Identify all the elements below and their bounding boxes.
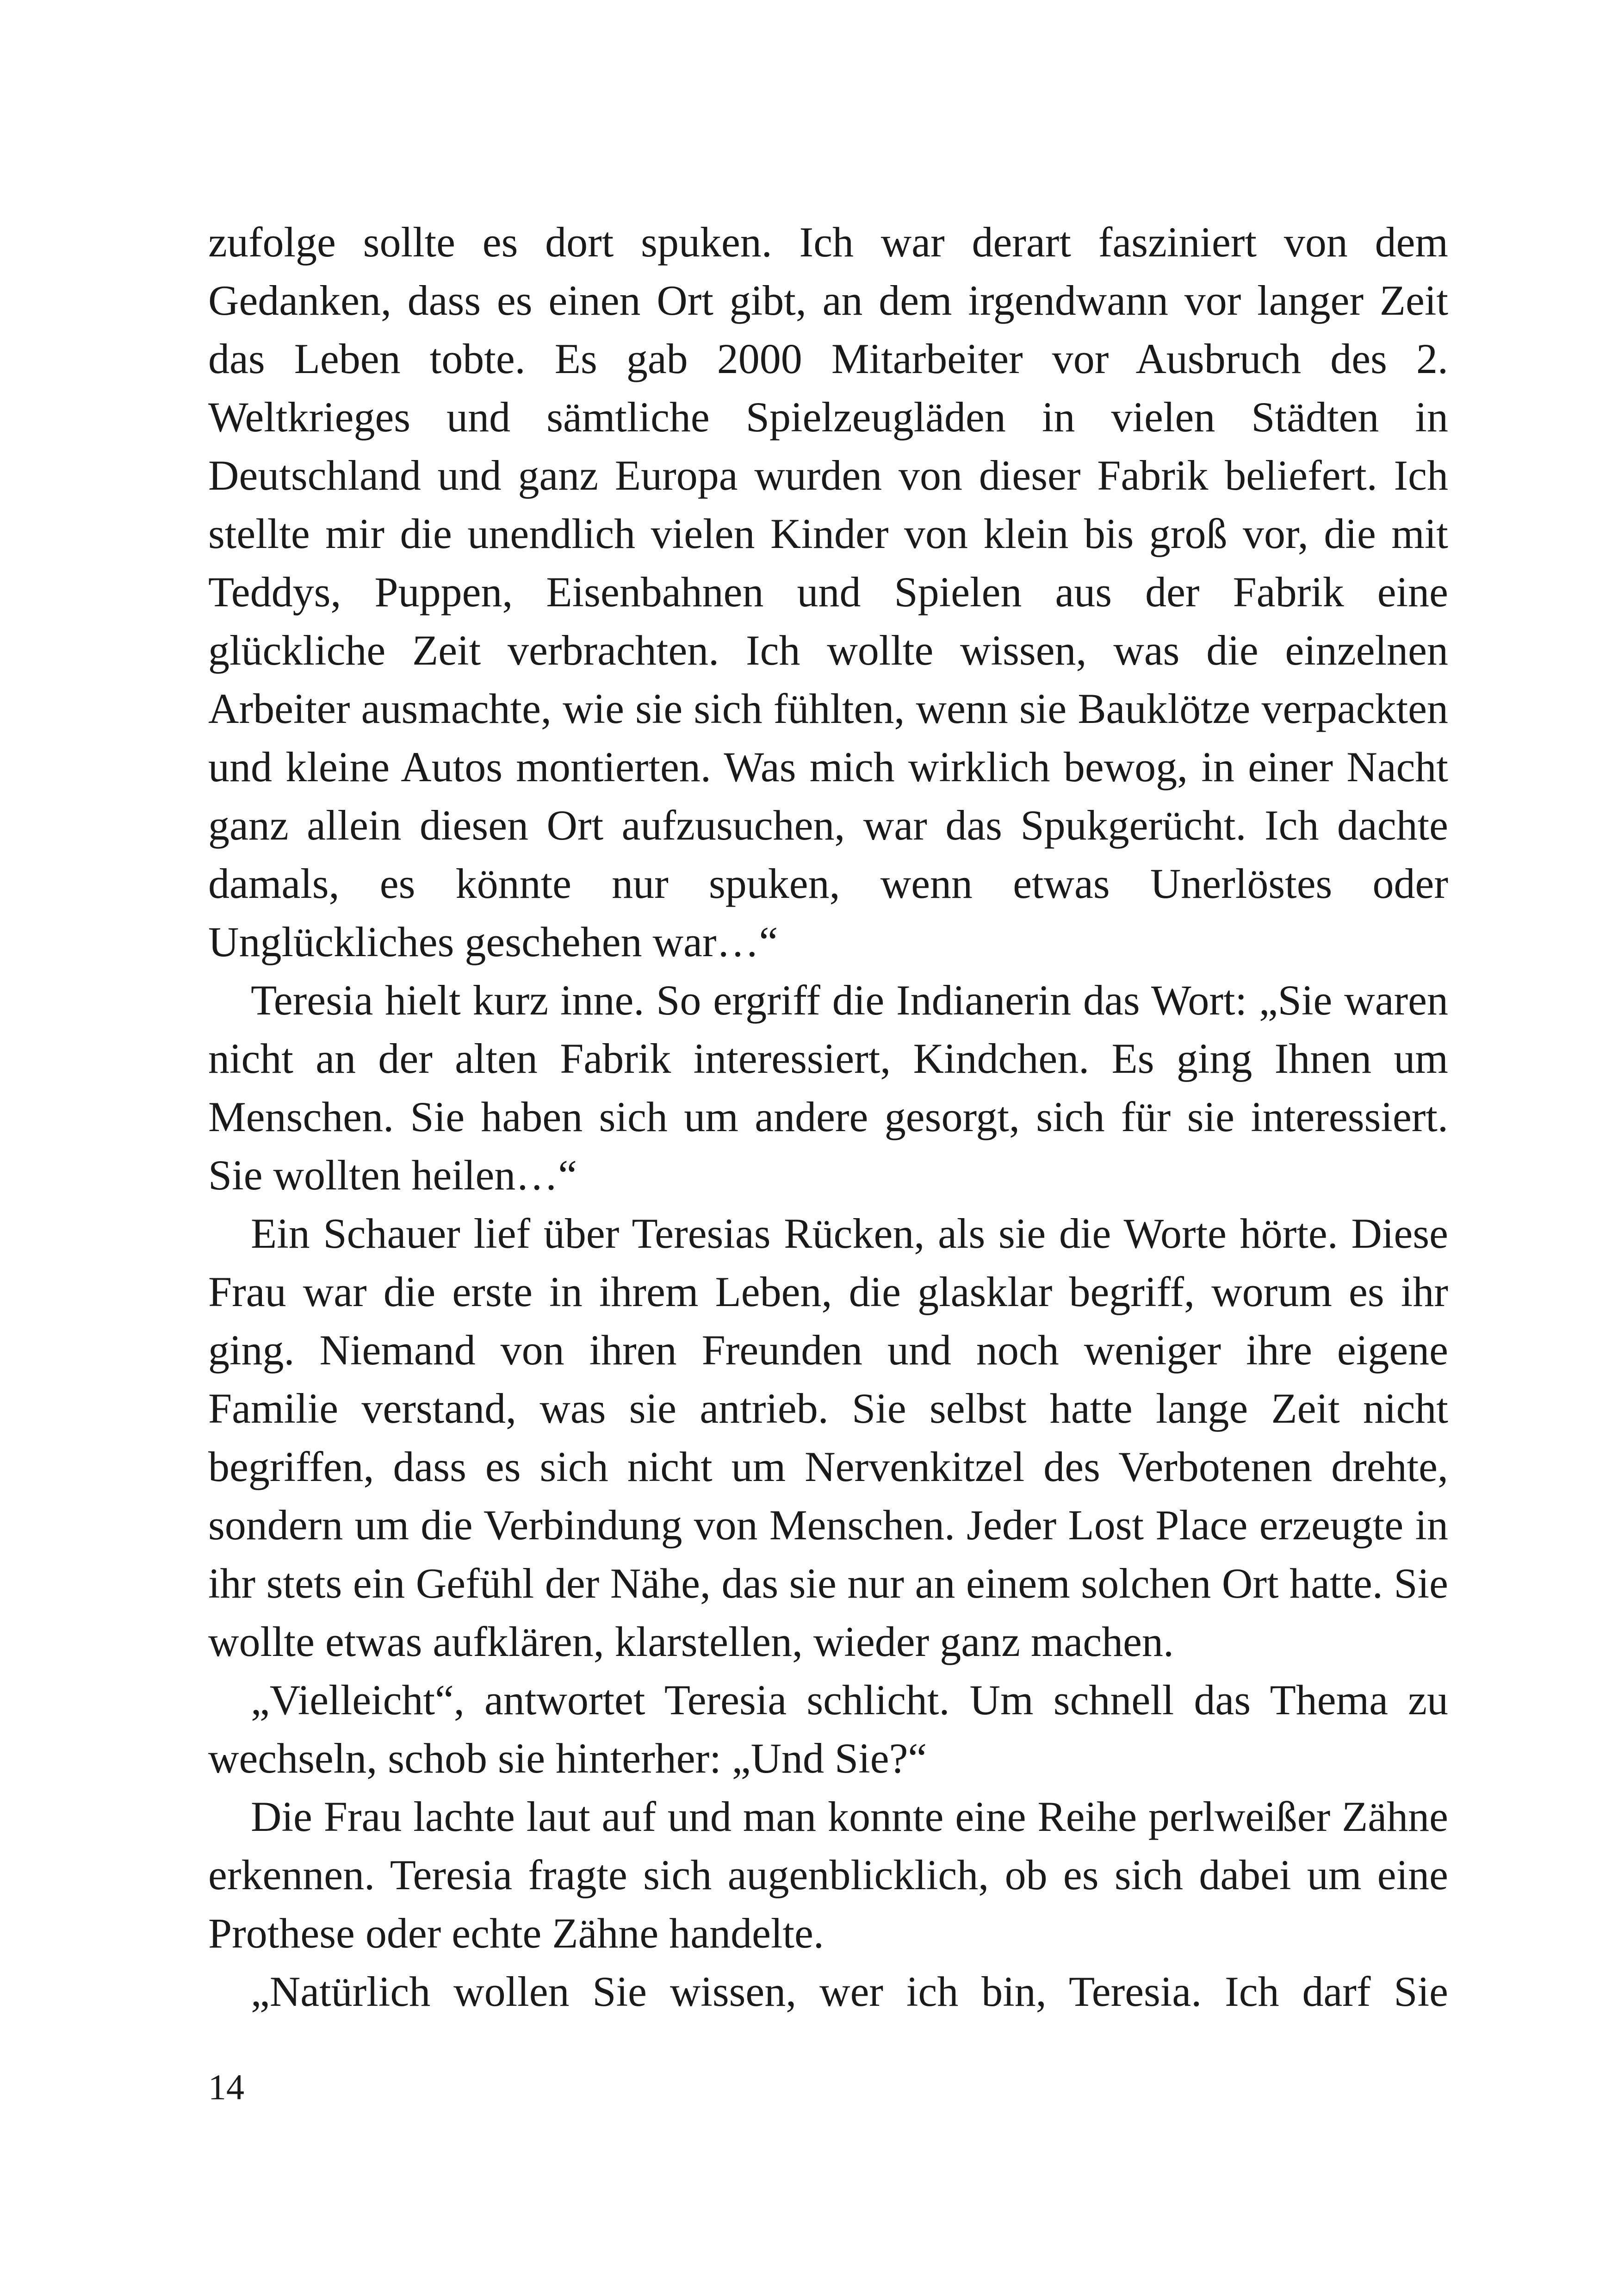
page-number: 14	[208, 2067, 244, 2107]
paragraph-4: „Vielleicht“, antwortet Teresia schlicht. Um schnell das Thema zu wechseln, schob sie hinterher: „Und Sie?“	[208, 1676, 1448, 1782]
body-text	[208, 213, 1448, 2021]
paragraph-5: Die Frau lachte laut auf und man konnte eine Reihe perlweißer Zähne erkennen. Teresia fragte sich augenblicklich, ob es sich dabei um eine Prothese oder echte Zähne handelte.	[208, 1793, 1448, 1957]
paragraph-3: Ein Schauer lief über Teresias Rücken, als sie die Worte hörte. Diese Frau war die erste in ihrem Leben, die glasklar begriff, worum es ihr ging. Niemand von ihren Freunden und noch weniger ihre eigene Familie verstand, was sie antrieb. Sie selbst hatte lange Zeit nicht begriffen, dass es sich nicht um Nervenkitzel des Verbotenen drehte, sondern um die Verbindung von Menschen. Jeder Lost Place erzeugte in ihr stets ein Gefühl der Nähe, das sie nur an einem solchen Ort hatte. Sie wollte etwas aufklären, klarstellen, wieder ganz machen.	[208, 1210, 1448, 1665]
paragraph-6: „Natürlich wollen Sie wissen, wer ich bin, Teresia. Ich darf Sie	[251, 1968, 1448, 2015]
paragraph-2: Teresia hielt kurz inne. So ergriff die Indianerin das Wort: „Sie waren nicht an der alten Fabrik interessiert, Kindchen. Es ging Ihnen um Menschen. Sie haben sich um andere gesorgt, sich für sie interessiert. Sie wollten heilen…“	[208, 977, 1448, 1199]
paragraph-1: zufolge sollte es dort spuken. Ich war derart fasziniert von dem Gedanken, dass es einen Ort gibt, an dem irgendwann vor langer Zeit das Leben tobte. Es gab 2000 Mitarbeiter vor Ausbruch des 2. Weltkrieges und sämtliche Spielzeugläden in vielen Städten in Deutschland und ganz Europa wurden von dieser Fabrik beliefert. Ich stellte mir die unendlich vielen Kinder von klein bis groß vor, die mit Teddys, Puppen, Eisenbahnen und Spielen aus der Fabrik eine glückliche Zeit verbrachten. Ich wollte wissen, was die einzelnen Arbeiter ausmachte, wie sie sich fühlten, wenn sie Bauklötze verpackten und kleine Autos montierten. Was mich wirklich bewog, in einer Nacht ganz allein diesen Ort aufzusuchen, war das Spukgerücht. Ich dachte damals, es könnte nur spuken, wenn etwas Unerlöstes oder Unglückliches geschehen war…“	[208, 218, 1448, 965]
